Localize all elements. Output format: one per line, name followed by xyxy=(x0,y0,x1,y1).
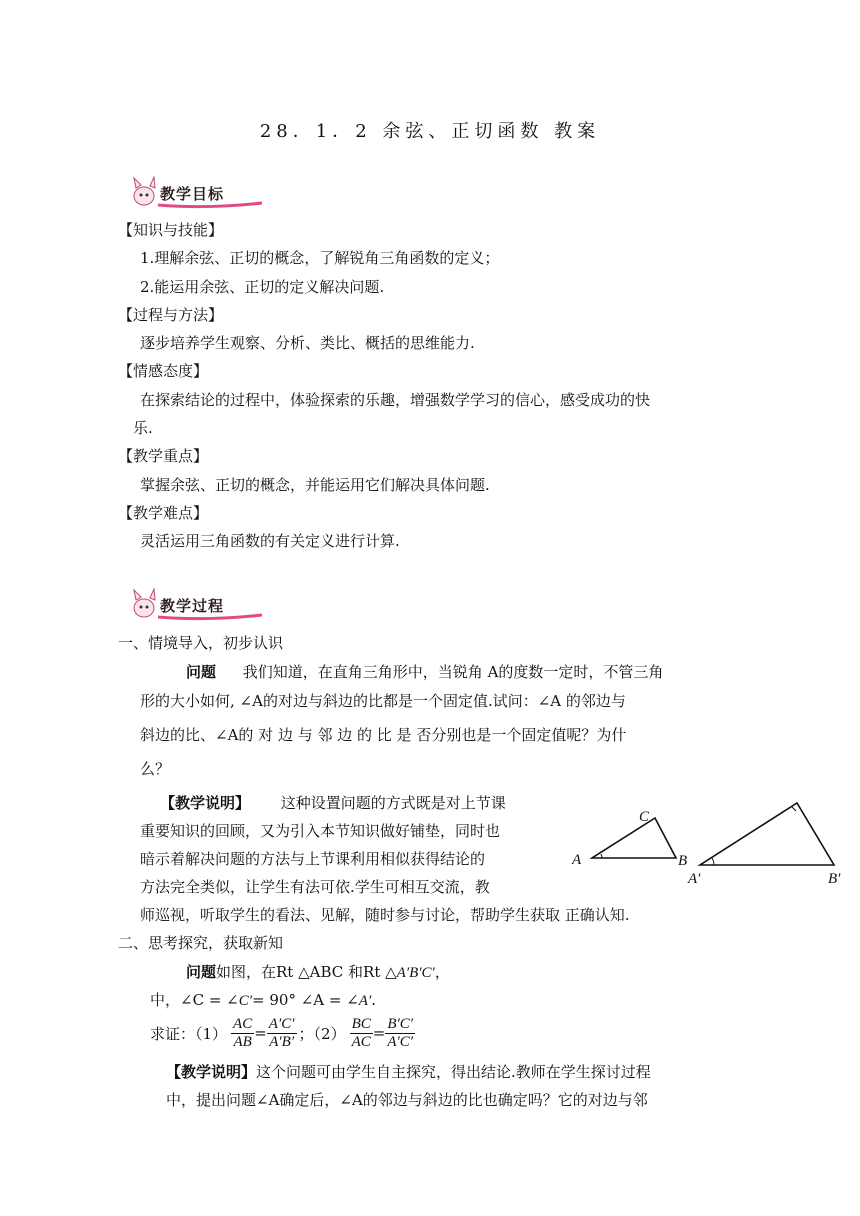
goal-k1: 1.理解余弦、正切的概念，了解锐角三角函数的定义； xyxy=(140,249,500,267)
heading-key-point: 【教学重点】 xyxy=(118,447,209,465)
question-1-line1 xyxy=(186,661,663,682)
angle-a-prime: A′ xyxy=(358,993,372,1009)
label-c: C xyxy=(639,809,650,825)
equals-sign-2: = xyxy=(372,1024,386,1042)
question-1-line2: 形的大小如何, ∠A的对边与斜边的比都是一个固定值.试问：∠A 的邻边与 xyxy=(140,692,626,710)
question-2-text-a: 如图，在Rt △ABC 和Rt △ xyxy=(216,963,397,981)
note-2-line1 xyxy=(166,1061,651,1082)
heading-process-method: 【过程与方法】 xyxy=(118,306,224,324)
heading-difficulty: 【教学难点】 xyxy=(118,504,209,522)
fraction-bc-ac-denominator: AC xyxy=(351,1033,371,1050)
large-triangle xyxy=(700,803,834,865)
goal-e1: 在探索结论的过程中，体验探索的乐趣，增强数学学习的信心，感受成功的快 xyxy=(140,391,651,409)
fraction-bcp-acp-numerator: B′C′ xyxy=(387,1015,414,1032)
note-1-line3: 暗示着解决问题的方法与上节课利用相似获得结论的 xyxy=(140,850,486,868)
fraction-ac-ab-denominator: AB xyxy=(233,1033,252,1050)
question-2-line2 xyxy=(150,989,376,1010)
label-a: A xyxy=(572,852,582,868)
label-b-prime: B′ xyxy=(828,871,841,887)
equals-sign-1: = xyxy=(254,1024,267,1042)
document-title: 28．1．2 余弦、正切函数 教案 xyxy=(259,121,601,142)
fraction-bc-ac xyxy=(350,1016,373,1051)
note-2-text: 这个问题可由学生自主探究，得出结论.教师在学生探讨过程 xyxy=(256,1063,651,1081)
note-1-line5: 师巡视，听取学生的看法、见解，随时参与讨论，帮助学生获取 正确认知. xyxy=(140,906,630,924)
heading-attitude: 【情感态度】 xyxy=(118,362,209,380)
fraction-bc-ac-numerator: BC xyxy=(351,1015,371,1032)
goal-k2: 2.能运用余弦、正切的定义解决问题. xyxy=(140,278,385,296)
fraction-ac-ab-numerator: AC xyxy=(233,1015,253,1032)
note-1-line2: 重要知识的回顾，又为引入本节知识做好铺垫，同时也 xyxy=(140,822,501,840)
fraction-acp-abp xyxy=(267,1016,297,1051)
proof-statement xyxy=(150,1010,415,1056)
heading-knowledge: 【知识与技能】 xyxy=(118,221,224,239)
section-2-heading: 二、思考探究，获取新知 xyxy=(118,934,284,952)
label-a-prime: A′ xyxy=(688,871,701,887)
angle-text-a: 中，∠C = ∠ xyxy=(150,991,239,1009)
fraction-acp-abp-denominator: A′B′ xyxy=(269,1033,295,1050)
fraction-acp-abp-numerator: A′C′ xyxy=(268,1015,295,1032)
question-2-text-c: ， xyxy=(434,963,450,981)
proof-separator: ；（2） xyxy=(298,1024,346,1043)
goal-p1: 逐步培养学生观察、分析、类比、概括的思维能力. xyxy=(140,334,475,352)
similar-triangles-figure xyxy=(568,798,850,890)
note-label: 【教学说明】 xyxy=(160,794,251,812)
question-1-line4: 么？ xyxy=(140,760,171,778)
note-1-line4: 方法完全类似，让学生有法可依.学生可相互交流，教 xyxy=(140,878,490,896)
triangle-prime-name: A′B′C′ xyxy=(396,965,435,981)
label-b: B xyxy=(678,853,688,869)
question-1-line3: 斜边的比、∠A的 对 边 与 邻 边 的 比 是 否分别也是一个固定值呢？为什 xyxy=(140,726,627,744)
banner-goals-label: 教学目标 xyxy=(160,185,225,203)
fraction-bcp-acp-denominator: A′C′ xyxy=(387,1033,414,1050)
fraction-ac-ab xyxy=(231,1016,254,1051)
angle-text-e: . xyxy=(371,991,377,1009)
goal-e2: 乐. xyxy=(133,419,153,437)
question-text: 我们知道，在直角三角形中，当锐角 A的度数一定时，不管三角 xyxy=(242,663,664,681)
question-2-line1 xyxy=(186,961,450,982)
note-1-line1 xyxy=(160,792,506,813)
goal-n1: 灵活运用三角函数的有关定义进行计算. xyxy=(140,532,400,550)
note-2-label: 【教学说明】 xyxy=(166,1063,257,1081)
question-2-label: 问题 xyxy=(186,963,217,981)
angle-text-c: = 90° ∠A = ∠ xyxy=(252,991,359,1009)
note-text: 这种设置问题的方式既是对上节课 xyxy=(280,794,506,812)
goal-z1: 掌握余弦、正切的概念，并能运用它们解决具体问题. xyxy=(140,476,490,494)
fraction-bcp-acp xyxy=(385,1016,415,1051)
section-banner-process xyxy=(128,588,264,622)
angle-c-prime: C′ xyxy=(238,993,253,1009)
note-2-line2: 中，提出问题∠A确定后，∠A的邻边与斜边的比也确定吗？它的对边与邻 xyxy=(166,1091,648,1109)
section-banner-goals xyxy=(128,176,264,210)
small-triangle xyxy=(592,818,676,858)
banner-process-label: 教学过程 xyxy=(160,597,225,615)
question-label: 问题 xyxy=(186,663,217,681)
proof-label: 求证：（1） xyxy=(150,1024,228,1043)
section-1-heading: 一、情境导入，初步认识 xyxy=(118,634,284,652)
